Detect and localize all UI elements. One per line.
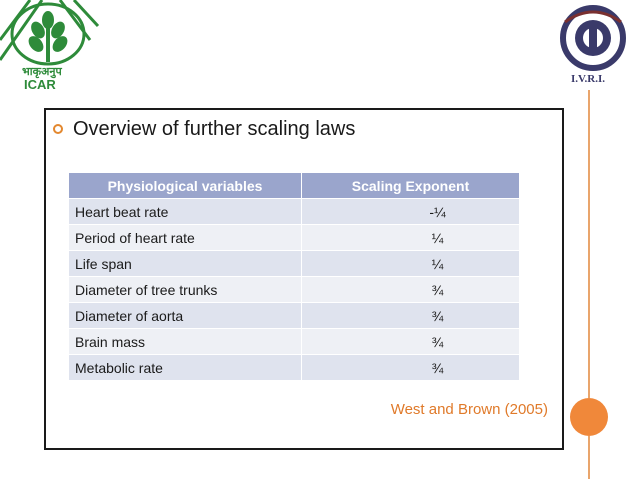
table-row [69, 355, 520, 381]
variable-cell: Period of heart rate [69, 225, 302, 251]
table-header-row [69, 173, 520, 199]
table-row [69, 303, 520, 329]
orange-circle-decoration [570, 398, 608, 436]
bullet-point [53, 115, 355, 143]
exponent-cell: -¼ [302, 199, 520, 225]
right-accent-line-bottom [588, 436, 590, 479]
variable-cell: Diameter of tree trunks [69, 277, 302, 303]
variable-cell: Heart beat rate [69, 199, 302, 225]
scaling-laws-table [68, 172, 520, 381]
right-accent-line [588, 90, 590, 398]
exponent-cell: ¼ [302, 225, 520, 251]
exponent-cell: ¼ [302, 251, 520, 277]
table-row [69, 199, 520, 225]
ivri-text: I.V.R.I. [571, 73, 606, 85]
header-scaling-exponent: Scaling Exponent [302, 173, 520, 199]
variable-cell: Metabolic rate [69, 355, 302, 381]
variable-cell: Brain mass [69, 329, 302, 355]
citation-text: West and Brown (2005) [390, 401, 548, 418]
variable-cell: Diameter of aorta [69, 303, 302, 329]
icar-logo [0, 0, 100, 92]
icar-hindi-text: भाकृअनुप [22, 65, 62, 78]
table-row [69, 251, 520, 277]
bullet-text: Overview of further scaling laws [73, 117, 356, 140]
bullet-circle-icon [53, 124, 63, 134]
header-physiological-variables: Physiological variables [69, 173, 302, 199]
exponent-cell: ¾ [302, 277, 520, 303]
exponent-cell: ¾ [302, 329, 520, 355]
table-row [69, 277, 520, 303]
icar-text: ICAR [24, 77, 56, 92]
exponent-cell: ¾ [302, 355, 520, 381]
table-row [69, 225, 520, 251]
table-row [69, 329, 520, 355]
exponent-cell: ¾ [302, 303, 520, 329]
variable-cell: Life span [69, 251, 302, 277]
ivri-logo [543, 2, 638, 88]
